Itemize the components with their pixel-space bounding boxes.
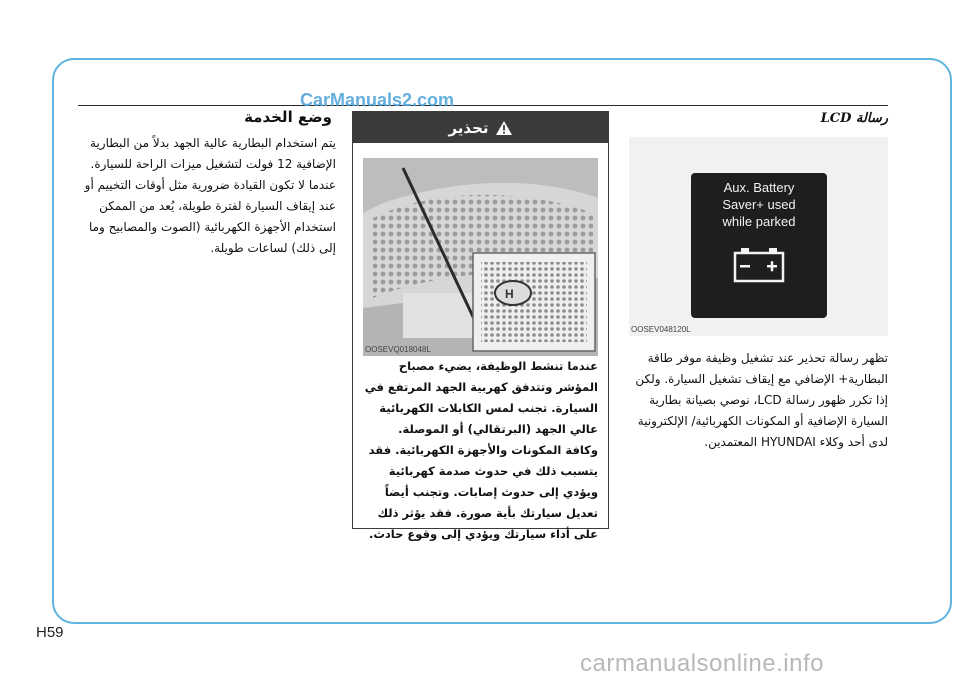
lcd-screen-text [691, 179, 827, 230]
lcd-figure [629, 137, 888, 336]
warning-body [363, 356, 598, 545]
lcd-line-3: while parked [722, 214, 796, 229]
lcd-message-body [629, 348, 888, 453]
lcd-screen [691, 173, 827, 318]
watermark-bottom: carmanualsonline.info [580, 650, 824, 677]
sleep-mode-body [78, 133, 336, 259]
lcd-message-title: رسالة LCD [820, 111, 888, 126]
warning-box [352, 111, 609, 541]
svg-text:H: H [505, 287, 514, 301]
battery-icon [731, 245, 787, 285]
lcd-line-2: Saver+ used [722, 197, 796, 212]
warning-figure-caption: OOSEVQ018048L [365, 345, 431, 354]
warning-figure [363, 158, 598, 356]
lcd-message-paragraph: تظهر رسالة تحذير عند تشغيل وظيفة موفر طاقة البطارية+ الإضافي مع إيقاف تشغيل السيارة. ولكن إذا تكرر ظهور رسالة LCD، نوصي بصيانة بطارية السيارة الإضافية أو المكونات الكهربائية/ الإلكترونية لدى أحد وكلاء HYUNDAI المعتمدين. [635, 351, 888, 449]
sleep-mode-title: وضع الخدمة [244, 108, 332, 126]
lcd-figure-caption: OOSEV048120L [631, 325, 691, 334]
warning-paragraph: عندما تنشط الوظيفة، يضيء مصباح المؤشر وتتدفق كهربية الجهد المرتفع في السيارة. تجنب لمس الكابلات الكهربائية عالي الجهد (البرتقالي) أو الموصلة. وكافة المكونات والأجهزة الكهربائية. فقد يتسبب ذلك في حدوث صدمة كهربائية ويؤدي إلى حدوث إصابات. وتجنب أيضاً تعديل سيارتك بأية صورة. فقد يؤثر ذلك على أداء سيارتك ويؤدي إلى وقوع حادث. [364, 359, 598, 541]
warning-triangle-icon [495, 120, 513, 136]
warning-header-label: تحذير [448, 118, 489, 137]
watermark-top: CarManuals2.com [300, 90, 455, 110]
page-number: H59 [36, 624, 64, 641]
car-front-charging-illustration [363, 158, 598, 356]
sleep-mode-paragraph: يتم استخدام البطارية عالية الجهد بدلاً من البطارية الإضافية 12 فولت لتشغيل ميزات الراحة للسيارة. عندما لا تكون القيادة ضرورية مثل أوقات التخييم أو عند إيقاف السيارة لفترة طويلة، يُعد من الممكن استخدام الأجهزة الكهربائية (الصوت والمصابيح وما إلى ذلك) لساعات طويلة. [84, 136, 336, 255]
header-rule [78, 105, 888, 106]
lcd-line-1: Aux. Battery [723, 180, 795, 195]
warning-header [353, 112, 608, 143]
